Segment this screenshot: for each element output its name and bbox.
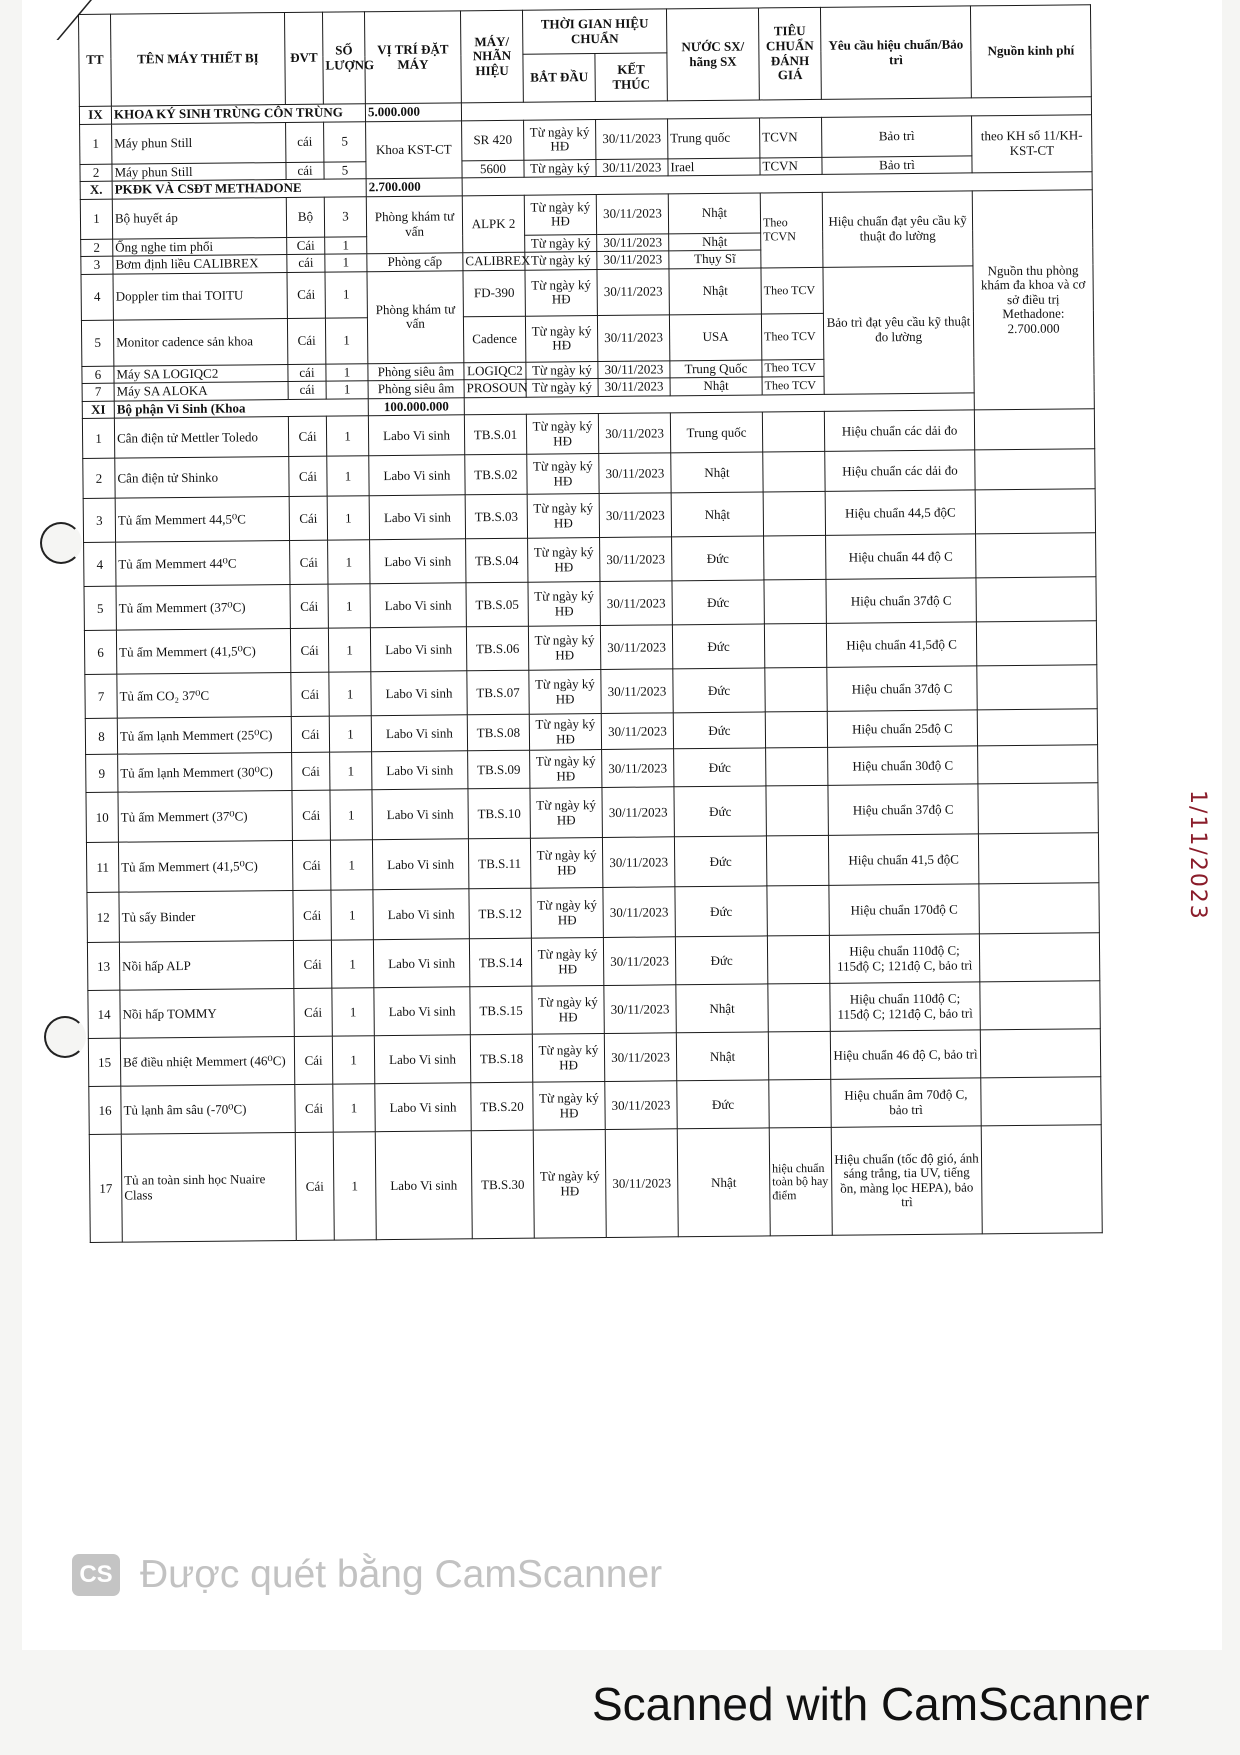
cell-funding xyxy=(977,709,1097,746)
cell-tt: 9 xyxy=(86,755,118,793)
cell-name: Bể điều nhiệt Memmert (46⁰C) xyxy=(120,1037,294,1087)
cell-loc: Labo Vi sinh xyxy=(370,583,466,628)
cell-tt: 17 xyxy=(89,1135,122,1243)
cell-dvt: Cái xyxy=(289,497,327,541)
cell-funding xyxy=(975,489,1095,534)
header-end: KẾT THÚC xyxy=(595,53,667,102)
cell-end: 30/11/2023 xyxy=(605,1081,677,1130)
cell-req: Hiệu chuẩn các dải đo xyxy=(824,410,974,451)
cell-std xyxy=(767,936,829,985)
header-funding: Nguồn kinh phí xyxy=(970,5,1091,98)
cell-req: Hiệu chuẩn 44,5 độC xyxy=(825,490,975,535)
header-start: BẮT ĐẦU xyxy=(523,54,595,103)
camscanner-watermark: Được quét bằng CamScanner xyxy=(140,1553,663,1596)
cell-brand: TB.S.09 xyxy=(468,751,530,790)
header-country: NƯỚC SX/ hãng SX xyxy=(666,8,759,101)
header-location: VỊ TRÍ ĐẶT MÁY xyxy=(364,11,461,104)
cell-loc: Labo Vi sinh xyxy=(371,715,467,752)
margin-handwriting: 1/11/2023 xyxy=(1185,790,1210,921)
table-row: 6 Máy SA LOGIQC2 cái 1 Phòng siêu âm LOGIQC2 Từ ngày ký 30/11/2023 Trung Quốc Theo TCV xyxy=(82,356,1094,383)
cell-dvt: Cái xyxy=(292,752,330,790)
cell-funding xyxy=(978,833,1098,884)
cell-tt: 12 xyxy=(87,893,119,943)
cell-std xyxy=(769,1080,831,1129)
cell-start: Từ ngày ký HĐ xyxy=(527,494,599,539)
cell-start: Từ ngày ký HĐ xyxy=(533,1130,606,1239)
cell-start: Từ ngày ký HĐ xyxy=(529,670,601,715)
cell-funding xyxy=(975,449,1095,490)
cell-std xyxy=(765,668,827,713)
cell-req: Hiệu chuẩn 44 độ C xyxy=(826,534,976,579)
cell-qty: 1 xyxy=(330,752,372,790)
cell-tt: 8 xyxy=(85,719,117,755)
cell-country: Đức xyxy=(675,936,767,985)
cell-brand: TB.S.20 xyxy=(471,1083,533,1132)
cell-tt: 16 xyxy=(89,1087,121,1135)
cell-start: Từ ngày ký HĐ xyxy=(530,788,602,839)
cell-dvt: Cái xyxy=(291,716,329,752)
cell-country: Nhật xyxy=(676,1032,768,1081)
cell-start: Từ ngày ký HĐ xyxy=(528,582,600,627)
section-amount: 2.700.000 xyxy=(366,178,462,196)
cell-tt: 10 xyxy=(86,793,118,843)
cell-brand: TB.S.18 xyxy=(470,1035,532,1084)
cell-loc: Labo Vi sinh xyxy=(373,889,469,940)
cell-tt: 13 xyxy=(87,943,119,991)
equipment-table-sheet xyxy=(78,4,1102,1243)
cell-start: Từ ngày ký HĐ xyxy=(530,838,602,889)
cell-loc: Labo Vi sinh xyxy=(372,839,468,890)
cell-loc: Labo Vi sinh xyxy=(369,455,465,496)
funding-methadone: Nguồn thu phòng khám đa khoa và cơ sở điều trị Methadone: 2.700.000 xyxy=(972,189,1094,410)
cell-start: Từ ngày ký HĐ xyxy=(526,414,598,455)
cell-dvt: Cái xyxy=(288,417,326,457)
header-device-name: TÊN MÁY THIẾT BỊ xyxy=(111,13,286,107)
cell-dvt: Cái xyxy=(290,541,328,585)
cell-country: Đức xyxy=(674,786,766,837)
cell-country: Đức xyxy=(675,886,767,937)
cell-tt: 1 xyxy=(82,419,114,459)
cell-country: Nhật xyxy=(671,452,763,493)
cell-brand: TB.S.02 xyxy=(465,455,527,496)
cell-loc: Labo Vi sinh xyxy=(372,751,468,790)
cell-name: Tủ ấm Memmert (37⁰C) xyxy=(118,791,292,843)
section-number: XI xyxy=(82,401,114,419)
cell-end: 30/11/2023 xyxy=(604,1033,676,1082)
cell-country: Đức xyxy=(674,836,766,887)
cell-funding xyxy=(980,1029,1100,1078)
cell-std xyxy=(766,786,828,837)
cell-name: Tủ lạnh âm sâu (-70⁰C) xyxy=(121,1085,295,1135)
cell-dvt: Cái xyxy=(295,1084,333,1132)
cell-qty: 1 xyxy=(328,584,370,628)
cell-country: Đức xyxy=(674,748,766,787)
section-amount: 5.000.000 xyxy=(365,103,461,121)
cell-end: 30/11/2023 xyxy=(601,713,673,750)
cell-start: Từ ngày ký HĐ xyxy=(530,750,602,789)
cell-end: 30/11/2023 xyxy=(601,669,673,714)
cell-std xyxy=(768,1032,830,1081)
section-title: PKĐK VÀ CSĐT METHADONE xyxy=(112,179,366,199)
cell-name: Tủ ấm Memmert (41,5⁰C) xyxy=(118,841,292,893)
cell-brand: TB.S.03 xyxy=(465,495,527,540)
cell-funding xyxy=(974,409,1094,450)
cell-end: 30/11/2023 xyxy=(605,1129,678,1238)
cell-qty: 1 xyxy=(327,456,369,496)
cell-qty: 1 xyxy=(332,1036,374,1084)
cell-req: Hiệu chuẩn các dải đo xyxy=(825,450,975,491)
cell-brand: TB.S.04 xyxy=(466,539,528,584)
cell-name: Nồi hấp ALP xyxy=(119,941,293,991)
header-quantity: SỐ LƯỢNG xyxy=(322,12,365,104)
cell-start: Từ ngày ký HĐ xyxy=(533,1082,605,1131)
cell-std xyxy=(765,712,827,749)
cell-qty: 1 xyxy=(332,988,374,1036)
cell-qty: 1 xyxy=(329,716,371,752)
cell-std xyxy=(762,412,824,453)
cell-name: Tủ ấm Memmert 44,5⁰C xyxy=(115,497,289,543)
cell-funding xyxy=(981,1125,1102,1234)
cell-loc: Labo Vi sinh xyxy=(373,939,469,988)
cell-brand: TB.S.06 xyxy=(466,627,528,672)
cell-dvt: Cái xyxy=(294,1036,332,1084)
cell-funding xyxy=(979,883,1099,934)
cell-tt: 6 xyxy=(84,631,116,675)
cell-qty: 1 xyxy=(328,540,370,584)
cell-name: Tủ an toàn sinh học Nuaire Class xyxy=(121,1133,296,1243)
cell-loc: Labo Vi sinh xyxy=(370,539,466,584)
cell-end: 30/11/2023 xyxy=(602,749,674,788)
camscanner-logo-icon: CS xyxy=(72,1554,120,1596)
cell-std xyxy=(764,580,826,625)
cell-name: Tủ ấm lạnh Memmert (30⁰C) xyxy=(118,753,292,793)
cell-name: Cân điện tử Shinko xyxy=(115,457,289,499)
cell-req: Hiệu chuẩn 41,5độ C xyxy=(826,622,976,667)
cell-tt: 2 xyxy=(83,459,115,499)
cell-req: Hiệu chuẩn 30độ C xyxy=(828,746,978,785)
cell-req: Hiệu chuẩn 110độ C; 115độ C; 121độ C, bảo trì xyxy=(829,934,979,983)
cell-funding xyxy=(980,981,1100,1030)
cell-loc: Labo Vi sinh xyxy=(374,1035,470,1084)
cell-std xyxy=(768,984,830,1033)
table-row: 5 Monitor cadence sản khoa Cái 1 Cadence Từ ngày ký HĐ 30/11/2023 USA Theo TCV xyxy=(81,311,1093,367)
table-row: 3 Bơm định liều CALIBREX cái 1 Phòng cấp CALIBREX Từ ngày ký 30/11/2023 Thụy Sĩ xyxy=(81,247,1093,274)
cell-qty: 1 xyxy=(331,940,373,988)
cell-funding xyxy=(981,1077,1101,1126)
cell-end: 30/11/2023 xyxy=(602,787,674,838)
header-requirement: Yêu cầu hiệu chuẩn/Bảo trì xyxy=(820,6,971,99)
cell-qty: 1 xyxy=(333,1084,375,1132)
cell-dvt: Cái xyxy=(295,1132,334,1240)
table-row: 7 Máy SA ALOKA cái 1 Phòng siêu âm PROSOUN Từ ngày ký 30/11/2023 Nhật Theo TCV xyxy=(82,374,1094,401)
cell-end: 30/11/2023 xyxy=(599,493,671,538)
cell-start: Từ ngày ký HĐ xyxy=(531,938,603,987)
cell-std: hiệu chuẩn toàn bộ hay điểm xyxy=(769,1128,832,1237)
cell-start: Từ ngày ký HĐ xyxy=(532,986,604,1035)
cell-req: Hiệu chuẩn 37độ C xyxy=(826,578,976,623)
header-brand: MÁY/ NHÃN HIỆU xyxy=(460,10,523,103)
cell-tt: 5 xyxy=(84,587,116,631)
table-row: 1 Máy phun Still cái 5 Khoa KST-CT SR 420 Từ ngày ký HĐ 30/11/2023 Trung quốc TCVN Bảo trì theo KH số 11/KH-KST-CT xyxy=(80,114,1092,164)
cell-std xyxy=(766,748,828,787)
cell-funding xyxy=(979,933,1099,982)
cell-tt: 14 xyxy=(88,991,120,1039)
cell-end: 30/11/2023 xyxy=(602,837,674,888)
cell-start: Từ ngày ký HĐ xyxy=(528,538,600,583)
cell-end: 30/11/2023 xyxy=(598,413,670,454)
cell-name: Tủ ấm lạnh Memmert (25⁰C) xyxy=(117,717,291,755)
table-row: 1 Bộ huyết áp Bộ 3 Phòng khám tư vấn ALPK 2 Từ ngày ký HĐ 30/11/2023 Nhật Theo TCVN Hiệu chuẩn đạt yêu cầu kỹ thuật đo lường Nguồn thu phòng khám đa khoa và cơ sở điều trị Methadone: 2.700.000 xyxy=(80,189,1092,239)
cell-country: Đức xyxy=(672,536,764,581)
cell-country: Đức xyxy=(672,624,764,669)
cell-start: Từ ngày ký HĐ xyxy=(528,626,600,671)
cell-funding xyxy=(976,621,1096,666)
cell-qty: 1 xyxy=(329,672,371,716)
section-amount: 100.000.000 xyxy=(368,398,464,416)
cell-funding xyxy=(977,665,1097,710)
cell-start: Từ ngày ký HĐ xyxy=(529,714,601,751)
section-title: Bộ phận Vi Sinh (Khoa xyxy=(114,399,368,419)
cell-end: 30/11/2023 xyxy=(600,625,672,670)
header-tt: TT xyxy=(79,14,112,106)
cell-brand: TB.S.07 xyxy=(467,671,529,716)
cell-std xyxy=(763,452,825,493)
cell-end: 30/11/2023 xyxy=(603,887,675,938)
cell-brand: TB.S.30 xyxy=(471,1131,534,1240)
cell-qty: 1 xyxy=(327,496,369,540)
cell-funding xyxy=(976,577,1096,622)
cell-qty: 1 xyxy=(326,416,368,456)
cell-qty: 1 xyxy=(330,840,372,890)
cell-loc: Labo Vi sinh xyxy=(372,789,468,840)
cell-start: Từ ngày ký HĐ xyxy=(527,454,599,495)
cell-dvt: Cái xyxy=(289,457,327,497)
cell-funding xyxy=(978,745,1098,784)
cell-dvt: Cái xyxy=(290,585,328,629)
cell-req: Hiệu chuẩn (tốc độ gió, ánh sáng trắng, tia UV, tiếng ồn, màng lọc HEPA), bảo trì xyxy=(831,1126,982,1235)
cell-loc: Labo Vi sinh xyxy=(369,495,465,540)
cell-end: 30/11/2023 xyxy=(599,453,671,494)
cell-std xyxy=(763,492,825,537)
scanned-footer: Scanned with CamScanner xyxy=(592,1678,1150,1730)
cell-dvt: Cái xyxy=(291,672,329,716)
cell-tt: 15 xyxy=(88,1039,120,1087)
cell-funding xyxy=(978,783,1098,834)
cell-end: 30/11/2023 xyxy=(603,937,675,986)
cell-country: Nhật xyxy=(676,984,768,1033)
cell-dvt: Cái xyxy=(292,790,330,840)
cell-req: Hiệu chuẩn 110độ C; 115độ C; 121độ C, bảo trì xyxy=(830,982,980,1031)
cell-start: Từ ngày ký HĐ xyxy=(531,888,603,939)
cell-name: Cân điện tử Mettler Toledo xyxy=(114,417,288,459)
cell-brand: TB.S.14 xyxy=(469,939,531,988)
cell-brand: TB.S.01 xyxy=(464,415,526,456)
cell-brand: TB.S.12 xyxy=(469,889,531,940)
cell-req: Hiệu chuẩn âm 70độ C, bảo trì xyxy=(831,1078,981,1127)
header-calibration-time: THỜI GIAN HIỆU CHUẨN xyxy=(522,9,666,54)
cell-qty: 1 xyxy=(333,1132,376,1240)
cell-tt: 3 xyxy=(83,499,115,543)
cell-std xyxy=(767,886,829,937)
cell-req: Hiệu chuẩn 25độ C xyxy=(827,710,977,747)
cell-country: Đức xyxy=(672,580,764,625)
table-row: 4 Doppler tim thai TOITU Cái 1 Phòng khám tư vấn FD-390 Từ ngày ký HĐ 30/11/2023 Nhật Theo TCV Bảo trì đạt yêu cầu kỹ thuật đo lường xyxy=(81,265,1093,321)
cell-end: 30/11/2023 xyxy=(600,581,672,626)
table-row: 2 Ống nghe tim phổi Cái 1 Từ ngày ký 30/11/2023 Nhật xyxy=(81,229,1093,256)
cell-dvt: Cái xyxy=(292,840,330,890)
cell-country: Nhật xyxy=(671,492,763,537)
cell-start: Từ ngày ký HĐ xyxy=(532,1034,604,1083)
cell-dvt: Cái xyxy=(294,988,332,1036)
cell-country: Đức xyxy=(673,668,765,713)
equipment-table xyxy=(78,4,1103,1243)
cell-std xyxy=(766,836,828,887)
section-number: X. xyxy=(80,181,112,199)
section-title: KHOA KÝ SINH TRÙNG CÔN TRÙNG xyxy=(111,104,365,124)
cell-req: Hiệu chuẩn 46 độ C, bảo trì xyxy=(830,1030,980,1079)
cell-req: Hiệu chuẩn 170độ C xyxy=(829,884,979,935)
cell-tt: 4 xyxy=(84,543,116,587)
cell-qty: 1 xyxy=(331,890,373,940)
cell-std xyxy=(764,536,826,581)
cell-qty: 1 xyxy=(330,790,372,840)
cell-name: Tủ ấm Memmert 44⁰C xyxy=(116,541,290,587)
cell-country: Đức xyxy=(677,1080,769,1129)
section-number: IX xyxy=(79,106,111,124)
cell-country: Trung quốc xyxy=(670,412,762,453)
punch-hole-top xyxy=(40,522,82,564)
header-unit: ĐVT xyxy=(284,12,323,104)
cell-name: Tủ sấy Binder xyxy=(119,891,293,943)
cell-qty: 1 xyxy=(328,628,370,672)
cell-country: Nhật xyxy=(677,1128,770,1237)
cell-tt: 11 xyxy=(86,843,118,893)
cell-dvt: Cái xyxy=(290,628,328,672)
table-row xyxy=(89,1125,1102,1243)
cell-brand: TB.S.08 xyxy=(467,715,529,752)
cell-dvt: Cái xyxy=(293,890,331,940)
cell-name: Tủ ấm Memmert (41,5⁰C) xyxy=(116,629,290,675)
table-row: 2 Máy phun Still cái 5 5600 Từ ngày ký 30/11/2023 Irael TCVN Bảo trì xyxy=(80,154,1092,181)
cell-loc: Labo Vi sinh xyxy=(374,987,470,1036)
cell-loc: Labo Vi sinh xyxy=(375,1131,472,1240)
cell-brand: TB.S.11 xyxy=(468,839,530,890)
microbiology-rows xyxy=(82,409,1102,1243)
cell-name: Nồi hấp TOMMY xyxy=(120,989,294,1039)
cell-req: Hiệu chuẩn 37độ C xyxy=(827,666,977,711)
cell-name: Tủ ấm CO₂ 37⁰C xyxy=(117,673,291,719)
cell-loc: Labo Vi sinh xyxy=(368,415,464,456)
cell-end: 30/11/2023 xyxy=(604,985,676,1034)
cell-loc: Labo Vi sinh xyxy=(371,671,467,716)
cell-req: Hiệu chuẩn 41,5 độC xyxy=(828,834,978,885)
cell-std xyxy=(764,624,826,669)
cell-country: Đức xyxy=(673,712,765,749)
cell-req: Hiệu chuẩn 37độ C xyxy=(828,784,978,835)
cell-tt: 7 xyxy=(85,675,117,719)
cell-loc: Labo Vi sinh xyxy=(370,627,466,672)
cell-brand: TB.S.15 xyxy=(470,987,532,1036)
cell-dvt: Cái xyxy=(293,940,331,988)
cell-funding xyxy=(976,533,1096,578)
header-standard: TIÊU CHUẨN ĐÁNH GIÁ xyxy=(758,7,821,100)
cell-loc: Labo Vi sinh xyxy=(375,1083,471,1132)
cell-brand: TB.S.05 xyxy=(466,583,528,628)
cell-end: 30/11/2023 xyxy=(600,537,672,582)
cell-brand: TB.S.10 xyxy=(468,789,530,840)
cell-name: Tủ ấm Memmert (37⁰C) xyxy=(116,585,290,631)
punch-hole-bottom xyxy=(44,1016,86,1058)
